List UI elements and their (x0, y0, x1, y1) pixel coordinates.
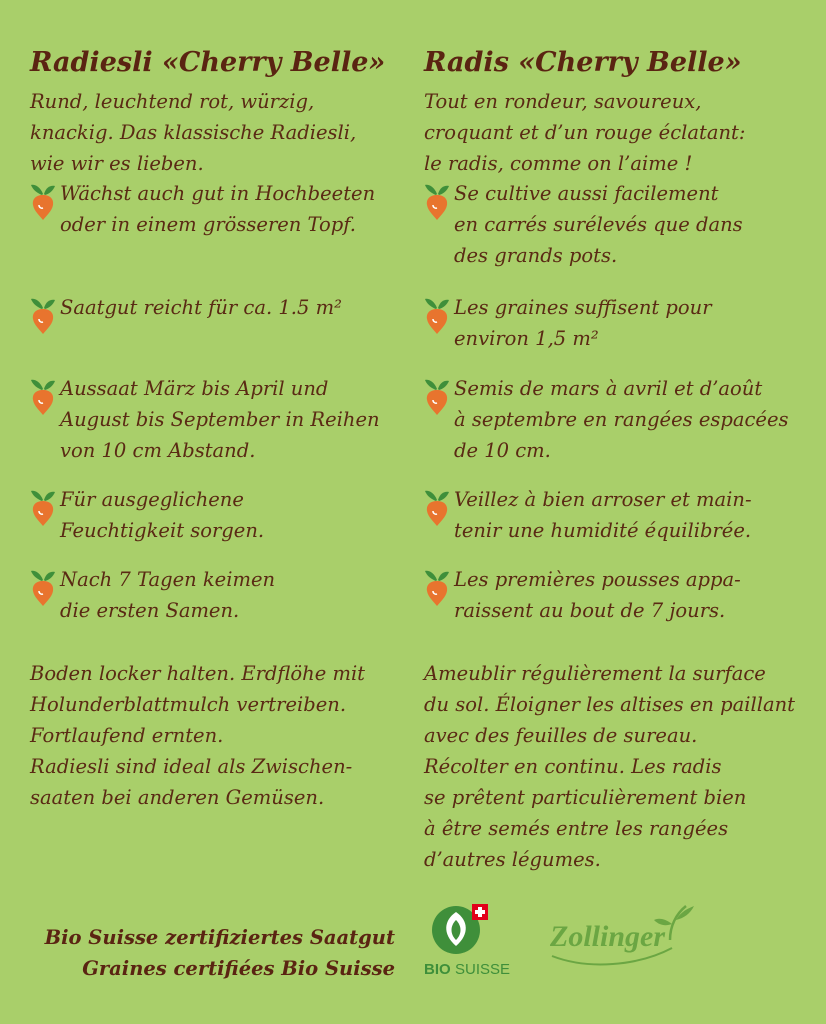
closing-line: d’autres légumes. (424, 848, 601, 871)
bullet-item (30, 292, 342, 323)
intro-line: knackig. Das klassische Radiesli, (30, 121, 357, 144)
bullet-line: de 10 cm. (454, 439, 551, 462)
intro-line: wie wir es lieben. (30, 152, 204, 175)
closing-line: Holunderblattmulch vertreiben. (30, 693, 347, 716)
closing-french (424, 658, 795, 875)
bullet-item (424, 564, 741, 626)
intro-line: croquant et d’un rouge éclatant: (424, 121, 746, 144)
title-german: Radiesli «Cherry Belle» (30, 47, 386, 78)
closing-line: à être semés entre les rangées (424, 817, 729, 840)
closing-line: avec des feuilles de sureau. (424, 724, 698, 747)
bullet-item (30, 484, 264, 546)
radish-sprout-icon (424, 484, 450, 526)
column-french (424, 40, 809, 871)
radish-sprout-icon (30, 564, 56, 606)
closing-line: Ameublir régulièrement la surface (424, 662, 766, 685)
radish-sprout-icon (424, 564, 450, 606)
radish-sprout-icon (424, 373, 450, 415)
bullet-line: oder in einem grösseren Topf. (60, 213, 356, 236)
closing-line: saaten bei anderen Gemüsen. (30, 786, 325, 809)
biosuisse-logo (424, 902, 520, 982)
intro-line: le radis, comme on l’aime ! (424, 152, 693, 175)
biosuisse-suisse-text: SUISSE (455, 961, 511, 978)
bullet-line: Nach 7 Tagen keimen (60, 568, 276, 591)
bullet-line: Les graines suffisent pour (454, 296, 712, 319)
bullet-line: raissent au bout de 7 jours. (454, 599, 726, 622)
bullet-item (424, 292, 712, 354)
bullet-line: August bis September in Reihen (60, 408, 380, 431)
closing-line: Radiesli sind ideal als Zwischen- (30, 755, 353, 778)
closing-line: Fortlaufend ernten. (30, 724, 224, 747)
bullet-line: Aussaat März bis April und (60, 377, 329, 400)
intro-french (424, 86, 809, 179)
zollinger-wordmark: Zollinger (550, 920, 666, 953)
certification-line-french: Graines certifiées Bio Suisse (82, 957, 395, 980)
closing-line: du sol. Éloigner les altises en paillant (424, 693, 795, 716)
bullet-line: à septembre en rangées espacées (454, 408, 789, 431)
bullet-line: Semis de mars à avril et d’août (454, 377, 763, 400)
bullet-line: Für ausgeglichene (60, 488, 244, 511)
bullet-line: environ 1,5 m² (454, 327, 599, 350)
bullet-line: des grands pots. (454, 244, 618, 267)
bullet-line: tenir une humidité équilibrée. (454, 519, 752, 542)
bullet-line: Les premières pousses appa- (454, 568, 741, 591)
bullet-item (424, 484, 752, 546)
radish-sprout-icon (30, 484, 56, 526)
bullet-line: Se cultive aussi facilement (454, 182, 719, 205)
bullet-line: Wächst auch gut in Hochbeeten (60, 182, 376, 205)
bullet-item (30, 373, 380, 466)
zollinger-logo (548, 900, 696, 976)
radish-sprout-icon (30, 178, 56, 220)
intro-line: Rund, leuchtend rot, würzig, (30, 90, 315, 113)
bullet-line: von 10 cm Abstand. (60, 439, 256, 462)
bullet-line: die ersten Samen. (60, 599, 240, 622)
radish-sprout-icon (30, 292, 56, 334)
radish-sprout-icon (30, 373, 56, 415)
intro-line: Tout en rondeur, savoureux, (424, 90, 702, 113)
bullet-item (424, 178, 743, 271)
closing-line: se prêtent particulièrement bien (424, 786, 747, 809)
intro-german (30, 86, 415, 179)
certification-line-german: Bio Suisse zertifiziertes Saatgut (44, 926, 395, 949)
title-french: Radis «Cherry Belle» (424, 47, 742, 78)
certification-text (0, 922, 395, 984)
radish-sprout-icon (424, 292, 450, 334)
closing-line: Boden locker halten. Erdflöhe mit (30, 662, 366, 685)
bullet-line: en carrés surélevés que dans (454, 213, 743, 236)
closing-line: Récolter en continu. Les radis (424, 755, 722, 778)
bullet-item (424, 373, 789, 466)
bullet-line: Saatgut reicht für ca. 1.5 m² (60, 296, 342, 319)
bullet-line: Veillez à bien arroser et main- (454, 488, 752, 511)
bullet-item (30, 564, 275, 626)
radish-sprout-icon (424, 178, 450, 220)
biosuisse-bio-text: BIO (424, 961, 451, 978)
closing-german (30, 658, 365, 813)
column-german (30, 40, 415, 809)
bullet-item (30, 178, 375, 240)
bullet-line: Feuchtigkeit sorgen. (60, 519, 265, 542)
